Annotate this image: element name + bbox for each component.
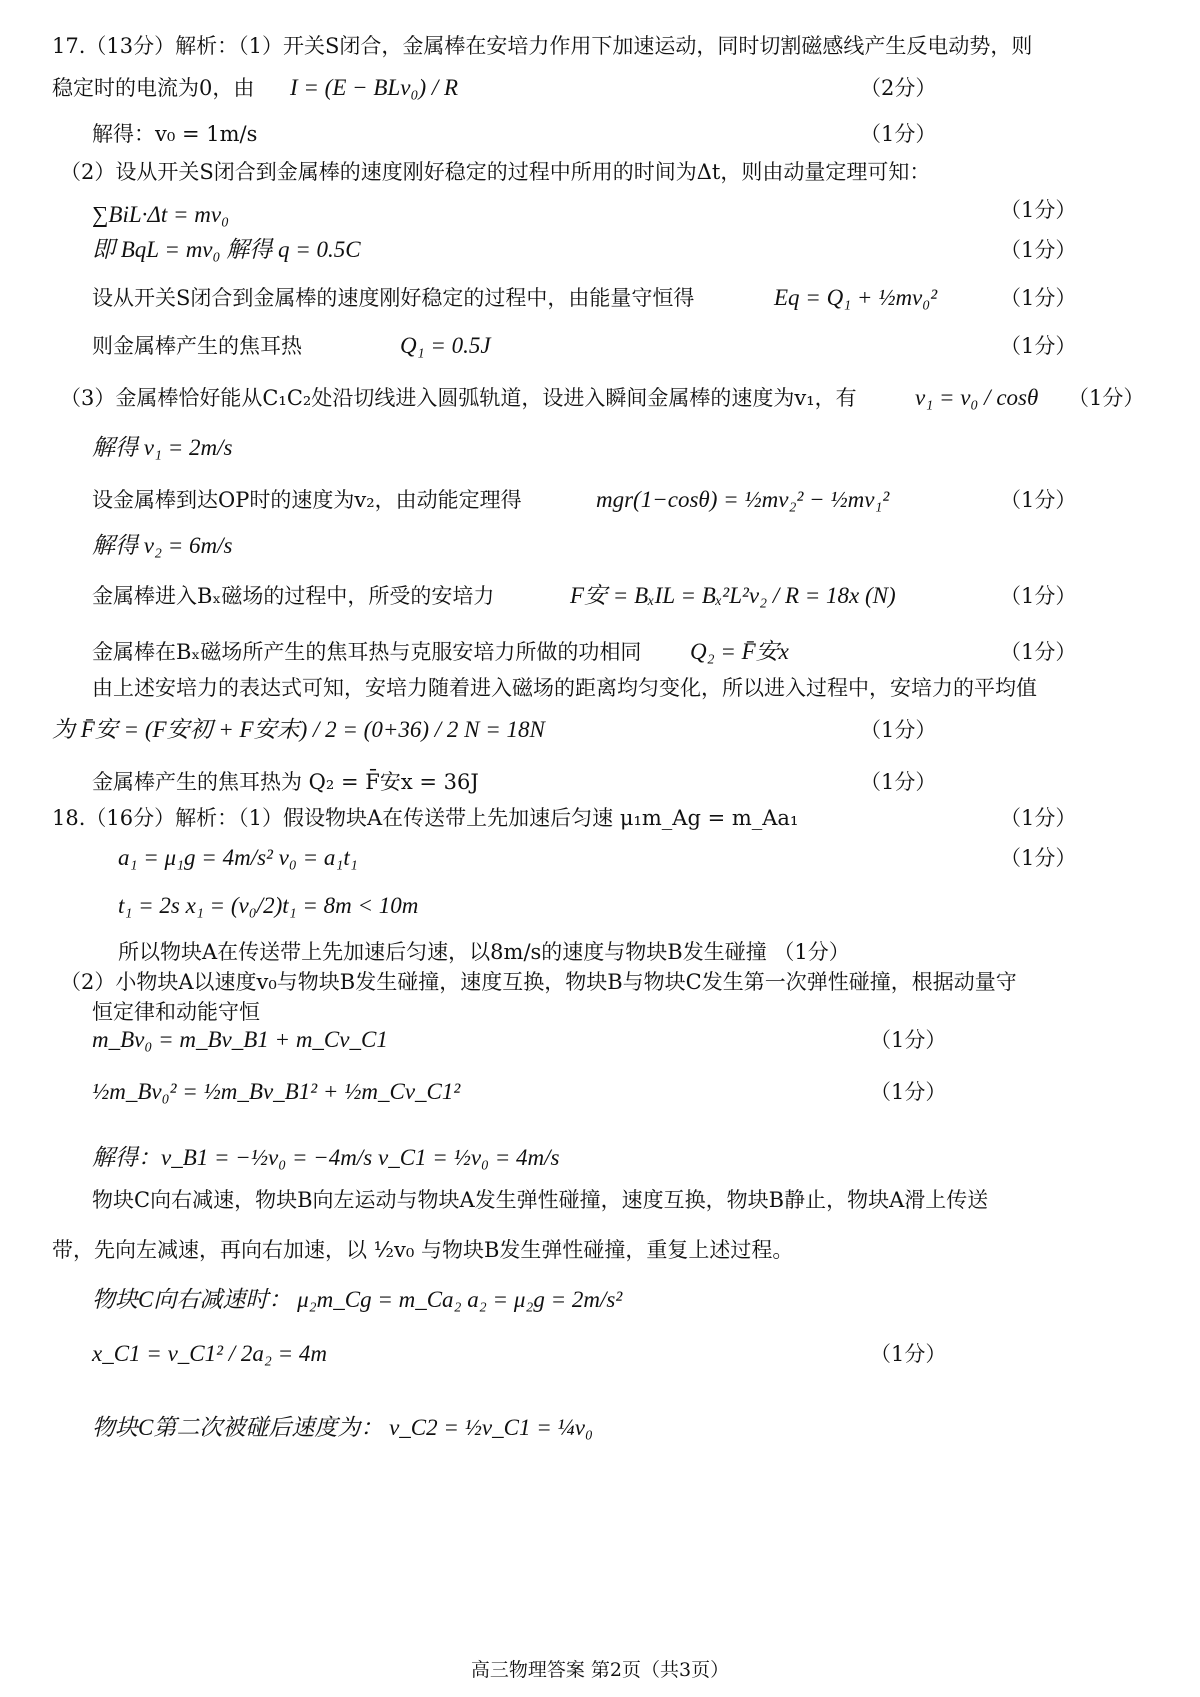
score: （1分）: [1000, 584, 1077, 608]
score: （1分）: [1000, 286, 1077, 310]
formula: mgr(1−cosθ) = ½mv₂² − ½mv₁²: [596, 487, 890, 512]
line-kinetic: [0, 478, 1200, 522]
line-c-decel: [0, 1278, 1200, 1322]
formula: Eq = Q₁ + ½mv₀²: [774, 285, 938, 310]
text: 带，先向左减速，再向右加速，以 ½v₀ 与物块B发生弹性碰撞，重复上述过程。: [52, 1238, 794, 1262]
text: 17.（13分）解析：（1）开关S闭合，金属棒在安培力作用下加速运动，同时切割磁感线产生反电动势，则: [52, 34, 1033, 58]
line-q1: [0, 324, 1200, 368]
formula: 解得：v_B1 = −½v₀ = −4m/s v_C1 = ½v₀ = 4m/s: [92, 1145, 560, 1170]
score: （1分）: [1000, 238, 1077, 262]
formula: F安 = BₓIL = Bₓ²L²v₂ / R = 18x (N): [570, 583, 896, 608]
formula: 解得 v₁ = 2m/s: [92, 435, 233, 460]
score: （1分）: [1000, 198, 1077, 222]
text: 设从开关S闭合到金属棒的速度刚好稳定的过程中，由能量守恒得: [92, 286, 695, 310]
line-18-intro: [0, 796, 1200, 840]
line-current-eq: [0, 66, 1200, 110]
line-energy-bc: [0, 1070, 1200, 1114]
text: 金属棒在Bₓ磁场所产生的焦耳热与克服安培力所做的功相同: [92, 640, 642, 664]
line-energy: [0, 276, 1200, 320]
score: （1分）: [1000, 640, 1077, 664]
score: （1分）: [870, 1080, 947, 1104]
score: （1分）: [870, 1342, 947, 1366]
text: 物块C向右减速，物块B向左运动与物块A发生弹性碰撞，速度互换，物块B静止，物块A滑上传送: [92, 1188, 989, 1212]
formula: m_Bv₀ = m_Bv_B1 + m_Cv_C1: [92, 1027, 388, 1052]
score: （1分）: [1000, 846, 1077, 870]
score: （1分）: [1000, 488, 1077, 512]
formula: 即 BqL = mv₀ 解得 q = 0.5C: [92, 237, 361, 262]
line-momentum: [0, 188, 1200, 232]
line-v1: [0, 426, 1200, 470]
text: 金属棒进入Bₓ磁场的过程中，所受的安培力: [92, 584, 495, 608]
text: 解得：v₀ = 1m/s: [92, 122, 258, 146]
score: （2分）: [860, 76, 937, 100]
line-momentum-bc: [0, 1018, 1200, 1062]
text: 则金属棒产生的焦耳热: [92, 334, 302, 358]
score: （1分）: [860, 718, 937, 742]
line-xc1: [0, 1332, 1200, 1376]
formula: 解得 v₂ = 6m/s: [92, 533, 233, 558]
line-charge: [0, 228, 1200, 272]
line-vc2: [0, 1406, 1200, 1450]
text: （3）金属棒恰好能从C₁C₂处沿切线进入圆弧轨道，设进入瞬间金属棒的速度为v₁，有: [60, 386, 857, 410]
text: 所以物块A在传送带上先加速后匀速，以8m/s的速度与物块B发生碰撞 （1分）: [118, 940, 850, 964]
formula: 物块C向右减速时： μ₂m_Cg = m_Ca₂ a₂ = μ₂g = 2m/s²: [92, 1287, 623, 1312]
formula: I = (E − BLv₀) / R: [290, 75, 459, 100]
formula: x_C1 = v_C1² / 2a₂ = 4m: [92, 1341, 328, 1366]
text: 设金属棒到达OP时的速度为v₂，由动能定理得: [92, 488, 522, 512]
formula: v₁ = v₀ / cosθ: [915, 385, 1039, 410]
formula: Q₁ = 0.5J: [400, 333, 491, 358]
text: 恒定律和动能守恒: [92, 1000, 260, 1024]
line-a1: [0, 836, 1200, 880]
score: （1分）: [870, 1028, 947, 1052]
text: （2）设从开关S闭合到金属棒的速度刚好稳定的过程中所用的时间为Δt，则由动量定理可知：: [60, 160, 931, 184]
line-process-1: [0, 1178, 1200, 1222]
line-average-note: [0, 666, 1200, 710]
line-v2: [0, 524, 1200, 568]
line-t1-x1: [0, 884, 1200, 928]
formula: t₁ = 2s x₁ = (v₀/2)t₁ = 8m < 10m: [118, 893, 419, 918]
score: （1分）: [1000, 334, 1077, 358]
score: （1分）: [1068, 386, 1145, 410]
formula: ½m_Bv₀² = ½m_Bv_B1² + ½m_Cv_C1²: [92, 1079, 461, 1104]
text: 稳定时的电流为0，由: [52, 76, 255, 100]
text: 18.（16分）解析：（1）假设物块A在传送带上先加速后匀速 μ₁m_Ag = m_Aa₁: [52, 806, 799, 830]
formula: ∑BiL·Δt = mv₀: [92, 202, 230, 227]
formula: a₁ = μ₁g = 4m/s² v₀ = a₁t₁: [118, 845, 358, 870]
score: （1分）: [860, 770, 937, 794]
text: 由上述安培力的表达式可知，安培力随着进入磁场的距离均匀变化，所以进入过程中，安培力的平均值: [92, 676, 1037, 700]
line-average-force: [0, 708, 1200, 752]
text: （2）小物块A以速度v₀与物块B发生碰撞，速度互换，物块B与物块C发生第一次弹性碰撞，根据动量守: [60, 970, 1017, 994]
page-footer: 高三物理答案 第2页（共3页）: [470, 1659, 730, 1681]
text: 金属棒产生的焦耳热为 Q₂ = F̄安x = 36J: [92, 770, 479, 794]
line-ampere-force: [0, 574, 1200, 618]
formula: 物块C第二次被碰后速度为： v_C2 = ½v_C1 = ¼v₀: [92, 1415, 593, 1440]
formula: 为 F̄安 = (F安初 + F安末) / 2 = (0+36) / 2 N = 18N: [52, 717, 545, 742]
line-17-intro: [0, 24, 1200, 68]
line-17-3-intro: [0, 376, 1200, 420]
score: （1分）: [860, 122, 937, 146]
line-process-2: [0, 1228, 1200, 1272]
score: （1分）: [1000, 806, 1077, 830]
line-vb1-vc1: [0, 1136, 1200, 1180]
formula: Q₂ = F̄安x: [690, 639, 789, 664]
